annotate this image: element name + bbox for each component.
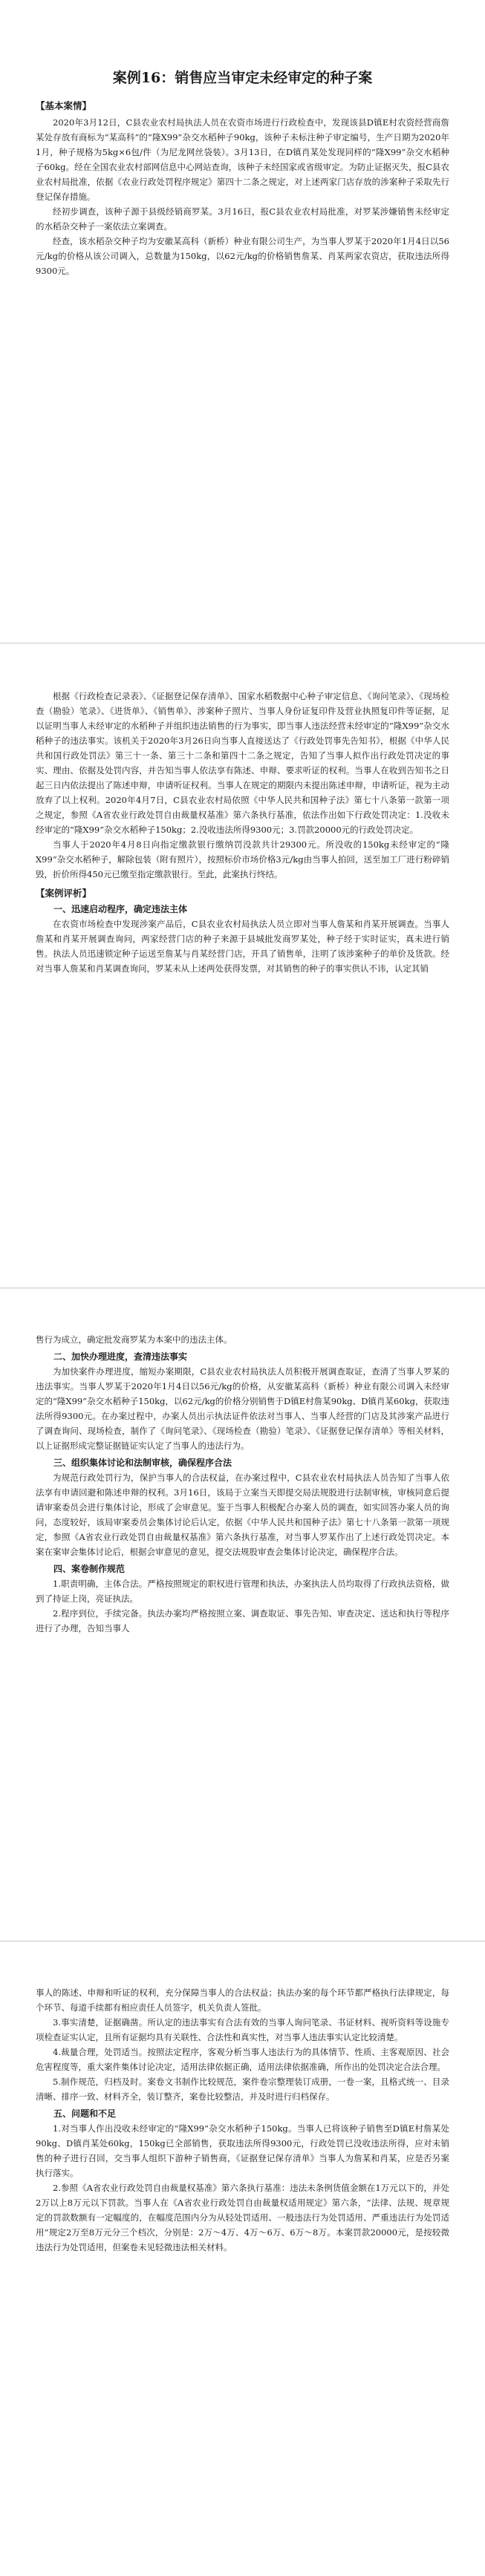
- paragraph: 经初步调查，该种子源于县级经销商罗某。3月16日，报C县农业农村局批准，对罗某涉嫌销售未经审定的水稻杂交种子一案依法立案调查。: [36, 206, 449, 232]
- paragraph: 3.事实清楚，证据确凿。所认定的违法事实有合法有效的当事人询问笔录、书证材料、视听资料等设施专项检查证实认定，且所有证据均具有关联性、合法性和真实性，对当事人违法事实认定比较清楚。: [36, 2017, 449, 2042]
- case-title: 案例16：销售应当审定未经审定的种子案: [112, 70, 373, 86]
- paragraph: 5.制作规范，归档及时。案卷文书制作比较规范，案件卷宗整理装订成册，一卷一案，且格式统一、目录清晰、排序一致、材料齐全，装订整齐，案卷比较整洁，并及时进行归档保存。: [36, 2077, 449, 2102]
- paragraph: 根据《行政检查记录表》、《证据登记保存清单》、国家水稻数据中心种子审定信息、《询问笔录》、《现场检查（勘验）笔录》、《进货单》、《销售单》、涉案种子照片、当事人身份证复印件及营业执照复印件等证据，足以证明当事人未经审定的水稻种子并组织违法销售的行为事实，即当事人违法经营未经审定的“隆X99”杂交水稻种子的违法事实。该机关于2020年3月26日向当事人直接送达了《行政处罚事先告知书》，根据《中华人民共和国行政处罚法》第三十一条、第三十二条和第四十二条之规定，告知了当事人拟作出行政处罚决定的事实、理由、依据及处罚内容，并告知当事人依法享有陈述、申辩、要求听证的权利。当事人在收到告知书之日起三日内依法提出了陈述申辩，申请听证权利。当事人在规定的期限内未提出陈述申辩，申请听证，视为主动放弃了以上权利。2020年4月7日，C县农业农村局依照《中华人民共和国种子法》第七十八条第一款第一项之规定，参照《A省农业行政处罚自由裁量权基准》第六条执行基准，依法作出如下行政处罚决定：1.没收未经审定的“隆X99”杂交水稻种子150kg；2.没收违法所得9300元；3.罚款20000元的行政处罚决定。: [36, 691, 449, 835]
- paragraph: 在农资市场检查中发现涉案产品后，C县农业农村局执法人员立即对当事人詹某和肖某开展调查。当事人詹某和肖某开展调查询问，两家经营门店的种子来源于县城批发商罗某处，种子经于实时证实，真未进行销售。执法人员迅速锁定种子运送至詹某与肖某经营门店，开具了销售单，注明了该涉案种子的单价及货款。经对当事人詹某和肖某调查询问，罗某未从上述两处获得发票，对其销售的种子的事实供认不讳，认定其销: [36, 919, 449, 974]
- paragraph: 为加快案件办理进度，缩短办案期限，C县农业农村局执法人员积极开展调查取证，查清了当事人罗某的违法事实。当事人罗某于2020年1月4日以56元/kg的价格，从安徽某高科（新桥）种业有限公司调入未经审定的“隆X99”杂交水稻种子150kg，以62元/kg的价格分别销售于D镇E村詹某90kg、D镇肖某60kg，获取违法所得9300元。在办案过程中，办案人员出示执法证件依法对当事人、当事人经营的门店及其涉案产品进行了调查询问、现场检查，制作了《询问笔录》、《现场检查（勘验）笔录》、《证据登记保存清单》等相关材料，以上证据形成完整证据链证实认定了当事人的违法行为。: [36, 1366, 449, 1451]
- paragraph: 为规范行政处罚行为，保护当事人的合法权益，在办案过程中，C县农业农村局执法人员告知了当事人依法享有申请回避和陈述申辩的权利。3月16日，该局于立案当天即提交局法规股进行法制审核，审核同意后提请审案委员会进行集体讨论，形成了会审意见。鉴于当事人积极配合办案人员的调查，如实回答办案人员的询问，态度较好，该局审案委员会集体讨论后认定，依据《中华人民共和国种子法》第七十八条第一款第一项规定，参照《A省农业行政处罚自由裁量权基准》第六条执行基准，对当事人罗某作出了上述行政处罚决定。本案在案审会集体讨论后，根据会审意见的意见，提交法规股审查会集体讨论决定，确保程序合法。: [36, 1472, 449, 1557]
- subsection-heading: 二、加快办理进度，查清违法事实: [53, 1351, 188, 1362]
- paragraph: 当事人于2020年4月8日向指定缴款银行缴纳罚没款共计29300元。所没收的150kg未经审定的“隆X99”杂交水稻种子，解除包装（附有照片），按照标价市场价格3元/kg由当事人拍回，送至加工厂进行粉碎销毁，折价所得450元已缴至指定缴款银行。至此，此案执行终结。: [36, 839, 449, 879]
- paragraph: 经查，该水稻杂交种子均为安徽某高科（新桥）种业有限公司生产，为当事人罗某于2020年1月4日以56元/kg的价格从该公司调入，总数量为150kg，以62元/kg的价格销售詹某、肖某两家农资店，获取违法所得9300元。: [36, 236, 449, 276]
- document-page-2: [0, 689, 485, 1297]
- document-page-1: [0, 67, 485, 542]
- subsection-heading: 五、问题和不足: [53, 2108, 117, 2119]
- paragraph: 2020年3月12日，C县农业农村局执法人员在农资市场进行行政检查中，发现该县D镇E村农资经营商詹某处存放有商标为“某高科”的“隆X99”杂交水稻种子90kg，该种子未标注种子审定编号，生产日期为2020年1月，种子规格为5kg×6包/件（为尼龙网丝袋装）。3月13日，在D镇肖某处发现同样的“隆X99”杂交水稻种子60kg。经在全国农业农村部网信息中心网站查询，该种子未经国家或省级审定。为防止证据灭失，报C县农业农村局批准，依据《农业行政处罚程序规定》第四十二条之规定，对上述两家门店存放的涉案种子采取先行登记保存措施。: [36, 117, 449, 202]
- paragraph: 1.职责明确，主体合法。严格按照规定的职权进行管理和执法，办案执法人员均取得了行政执法资格，做到了持证上岗，亮证执法。: [36, 1579, 449, 1604]
- paragraph: 2.参照《A省农业行政处罚自由裁量权基准》第六条执行基准：违法未条例货值金额在1万元以下的，并处2万以上8万元以下罚款。当事人在《A省农业行政处罚自由裁量权适用规定》第六条，“法律、法规、规章规定的罚款数额有一定幅度的，在幅度范围内分为从轻处罚适用、一般违法行为处罚适用、严重违法行为处罚适用”规定2万至8万元分三个档次，分别是：2万～4万、4万～6万、6万～8万。本案罚款20000元，是按较微违法行为处罚适用，但案卷未见轻微违法相关材料。: [36, 2183, 449, 2252]
- paragraph: 2.程序到位，手续完备。执法办案均严格按照立案、调查取证、事先告知、审查决定、送达和执行等程序进行了办理，告知当事人: [36, 1608, 449, 1633]
- case-review-heading: 【案例评析】: [36, 888, 92, 899]
- subsection-heading: 三、组织集体讨论和法制审核，确保程序合法: [53, 1458, 232, 1468]
- basic-facts-heading: 【基本案情】: [36, 100, 92, 111]
- paragraph: 4.裁量合理，处罚适当。按照法定程序，客观分析当事人违法行为的具体情节、性质、主客观原因、社会危害程度等，重大案件集体讨论决定，适用法律依据正确，适用法律依据准确，所作出的处罚决定合法合理。: [36, 2047, 449, 2072]
- document-page-4: [0, 1985, 485, 2572]
- subsection-heading: 一、迅速启动程序，确定违法主体: [53, 904, 188, 914]
- document-page-3: [0, 1332, 485, 1941]
- paragraph: 事人的陈述、申辩和听证的权利，充分保障当事人的合法权益；执法办案的每个环节都严格执行法律规定，每个环节、每道手续都有相应责任人员签字，机关负责人签批。: [36, 1987, 449, 2013]
- subsection-heading: 四、案卷制作规范: [53, 1564, 126, 1574]
- paragraph: 售行为成立，确定批发商罗某为本案中的违法主体。: [36, 1334, 232, 1345]
- paragraph: 1.对当事人作出没收未经审定的“隆X99”杂交水稻种子150kg。当事人已将该种子销售至D镇E村詹某处90kg、D镇肖某处60kg，150kg已全部销售，获取违法所得9300元，行政处罚已没收违法所得，应对未销售的种子进行召回，交当事人组织下游种子销售商，《证据登记保存清单》当事人为詹某和肖某，应是否另案执行落实。: [36, 2123, 449, 2178]
